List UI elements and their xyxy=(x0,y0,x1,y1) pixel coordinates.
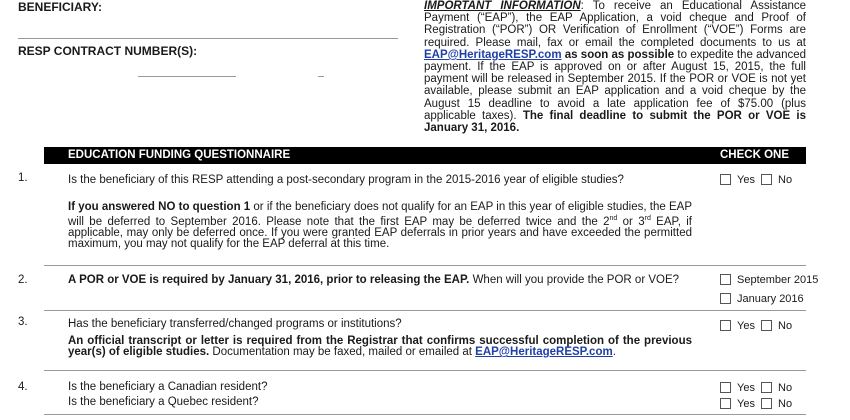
q4-canadian-no-checkbox[interactable] xyxy=(761,382,772,393)
q4-canadian-yes-label: Yes xyxy=(737,382,755,394)
q1-note-b: EAP, if applicable, may only be deferred once. If you were granted EAP deferrals in prior years and have exceeded the permitted maximum, you may not qualify for the EAP deferral at this time. xyxy=(68,216,692,251)
q1-note xyxy=(68,202,692,251)
q2-text-rest: When will you provide the POR or VOE? xyxy=(469,274,680,286)
q3-text: Has the beneficiary transferred/changed programs or institutions? xyxy=(68,318,402,330)
q1-note-a: or if the beneficiary does not qualify for an EAP in this year of eligible studies, the EAP will be deferred to September 2016. Please note that the first EAP may be deferred twice and the 2 xyxy=(68,201,692,229)
q3-note xyxy=(68,336,692,358)
q4-quebec-no-label: No xyxy=(778,398,793,410)
q4-quebec-yes-label: Yes xyxy=(737,398,755,410)
q2-january-label: January 2016 xyxy=(737,293,804,305)
q3-yes-checkbox[interactable] xyxy=(720,320,731,331)
q1-no-checkbox[interactable] xyxy=(761,174,772,185)
q1-sup-nd: nd xyxy=(609,215,618,223)
q4-quebec-no-checkbox[interactable] xyxy=(761,398,772,409)
q1-note-or: or 3 xyxy=(617,216,645,229)
info-heading: IMPORTANT INFORMATION xyxy=(424,0,581,12)
q2-text-bold: A POR or VOE is required by January 31, 2016, prior to releasing the EAP. xyxy=(68,274,470,286)
q2-text xyxy=(68,274,679,287)
q3-divider xyxy=(44,370,806,371)
q1-note-bold: If you answered NO to question 1 xyxy=(68,201,251,213)
q1-yes-label: Yes xyxy=(737,174,755,186)
q1-no-label: No xyxy=(778,174,793,186)
q3-number: 3. xyxy=(18,316,28,328)
q2-january-checkbox[interactable] xyxy=(720,293,731,304)
questionnaire-title: EDUCATION FUNDING QUESTIONNAIRE xyxy=(68,149,291,161)
q4-text-canadian: Is the beneficiary a Canadian resident? xyxy=(68,381,268,393)
beneficiary-label: BENEFICIARY: xyxy=(18,0,102,14)
q4-number: 4. xyxy=(18,381,28,393)
q1-number: 1. xyxy=(18,172,28,184)
q3-note-end: . xyxy=(612,346,616,359)
q2-number: 2. xyxy=(18,274,28,286)
q3-no-checkbox[interactable] xyxy=(761,320,772,331)
info-asap: as soon as possible xyxy=(561,48,675,61)
important-information xyxy=(424,0,806,134)
q2-september-label: September 2015 xyxy=(737,274,819,286)
q2-september-checkbox[interactable] xyxy=(720,274,731,285)
q4-text-quebec: Is the beneficiary a Quebec resident? xyxy=(68,396,259,408)
q4-canadian-no-label: No xyxy=(778,382,793,394)
info-text-1: : To receive an Educational Assistance Payment (“EAP”), the EAP Application, a void cheque and Proof of Registration (“POR”) OR Verification of Enrollment (“VOE”) Forms are required. Please mail, fax or email the completed documents to us at xyxy=(424,0,807,49)
resp-contract-field-line[interactable] xyxy=(138,76,236,77)
info-text-2: to expedite the advanced payment. If the EAP is approved on or after August 15, 2015, the full payment will be released in September 2015. If the POR or VOE is not yet available, please submit an EAP application and a void cheque by the August 15 deadline to avoid a late application fee of $75.00 (plus applicable taxes). xyxy=(424,48,806,122)
info-deadline: The final deadline to submit the POR or VOE is January 31, 2016. xyxy=(424,109,806,135)
q1-sup-rd: rd xyxy=(644,215,651,223)
beneficiary-field-line[interactable] xyxy=(18,38,398,39)
check-one-label: CHECK ONE xyxy=(720,149,790,161)
q4-divider xyxy=(44,414,806,415)
q1-yes-checkbox[interactable] xyxy=(720,174,731,185)
q2-divider xyxy=(44,310,806,311)
q3-email-link[interactable]: EAP@HeritageRESP.com xyxy=(475,346,613,359)
info-email-link[interactable]: EAP@HeritageRESP.com xyxy=(424,48,562,61)
q3-no-label: No xyxy=(778,320,793,332)
resp-contract-label: RESP CONTRACT NUMBER(S): xyxy=(18,44,198,58)
q3-note-text: Documentation may be faxed, mailed or emailed at xyxy=(209,346,476,359)
q4-quebec-yes-checkbox[interactable] xyxy=(720,398,731,409)
q3-yes-label: Yes xyxy=(737,320,755,332)
resp-contract-field-line-2[interactable] xyxy=(318,76,324,77)
q3-note-bold: An official transcript or letter is required from the Registrar that confirms successful completion of the previous year(s) of eligible studies. xyxy=(68,335,692,359)
q4-canadian-yes-checkbox[interactable] xyxy=(720,382,731,393)
q1-text: Is the beneficiary of this RESP attending a post-secondary program in the 2015-2016 year of eligible studies? xyxy=(68,174,624,186)
q1-divider xyxy=(44,265,806,266)
questionnaire-header xyxy=(44,147,806,164)
